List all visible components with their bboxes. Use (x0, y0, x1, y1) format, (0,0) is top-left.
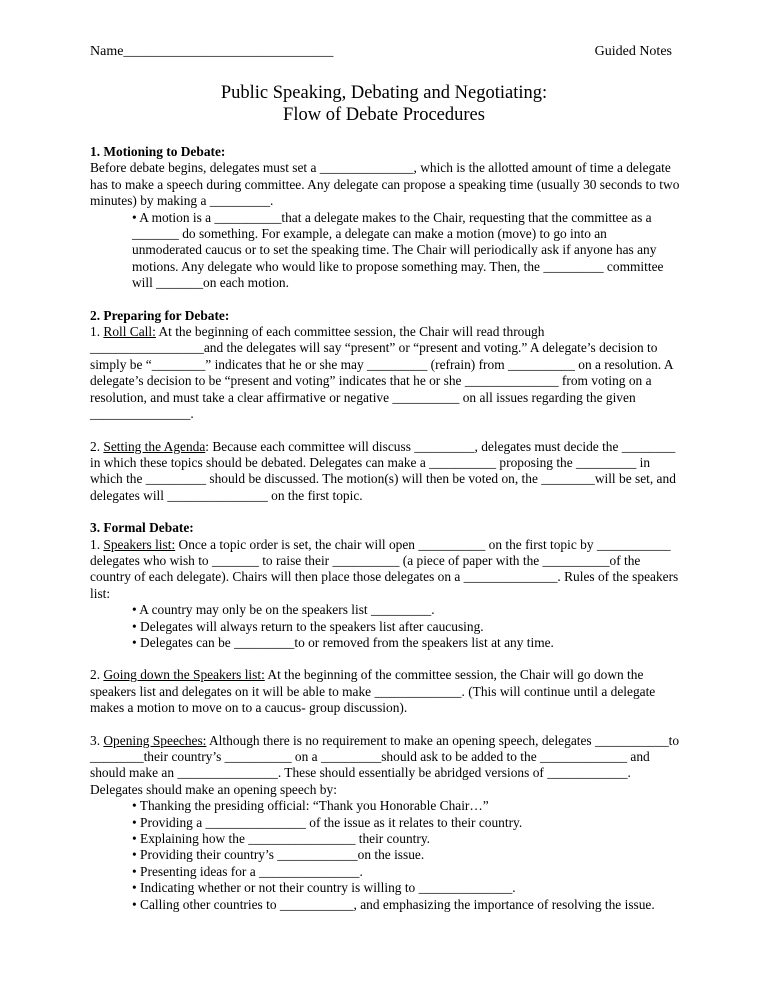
item-label: Speakers list: (103, 536, 176, 552)
bullet-item: • Delegates will always return to the speakers list after caucusing. (132, 618, 484, 634)
paragraph-opening (90, 733, 680, 799)
item-text: At the beginning of each committee session, the Chair will read through _________________and the delegates will say “present” or “present and voting.” A delegate’s decision to simply be “________” indicates that he or she may _________ (refrain) from __________ on a resolution. A delegate’s decision to be “present and voting” indicates that he or she ______________ from voting on a resolution, and must take a clear affirmative or negative __________ on all issues regarding the given _______________. (90, 324, 673, 422)
bullet-item: • Thanking the presiding official: “Thank you Honorable Chair…” (132, 798, 489, 814)
section-preparing (90, 308, 680, 423)
item-number: 1. (90, 324, 104, 340)
item-label: Opening Speeches: (103, 732, 207, 748)
paragraph-agenda (90, 439, 680, 505)
item-number: 2. (90, 667, 104, 683)
item-text: Once a topic order is set, the chair will open __________ on the first topic by ___________ delegates who wish to _______ to raise their __________ (a piece of paper with the __________of the country of each delegate). Chairs will then place those delegates on a ______________. Rules of the speakers list: (90, 536, 679, 601)
bullet-item: • Providing a _______________ of the issue as it relates to their country. (132, 814, 523, 830)
section-formal-debate (90, 520, 680, 651)
document-title (0, 82, 768, 126)
bullet-item: • Delegates can be _________to or removed from the speakers list at any time. (132, 634, 554, 650)
section-agenda (90, 439, 680, 505)
document-body (90, 144, 680, 929)
bullet-item: • Providing their country’s ____________on the issue. (132, 847, 425, 863)
paragraph-going-down (90, 667, 680, 716)
section-heading: 1. Motioning to Debate: (90, 144, 226, 159)
item-label: Roll Call: (103, 324, 156, 340)
paragraph-speakers-list (90, 537, 680, 603)
paragraph-roll-call (90, 324, 680, 422)
name-field-label: Name______________________________ (90, 44, 334, 59)
section-opening-speeches (90, 733, 680, 913)
section-heading: 2. Preparing for Debate: (90, 307, 230, 323)
bullet-item: • A country may only be on the speakers list _________. (132, 602, 435, 618)
bullet-item: • Calling other countries to ___________, and emphasizing the importance of resolving the issue. (132, 896, 655, 912)
item-number: 3. (90, 732, 104, 748)
item-label: Setting the Agenda (103, 438, 206, 454)
bullet-item: • A motion is a __________that a delegate makes to the Chair, requesting that the committee as a _______ do something. For example, a delegate can make a motion (move) to go into an unmoderated caucus or to set the speaking time. The Chair will periodically ask if anyone has any motions. Any delegate who would like to propose something may. Then, the _________ committee will _______on each motion. (132, 209, 664, 291)
item-text: Although there is no requirement to make an opening speech, delegates ___________to ________their country’s __________ on a _________should ask to be added to the _____________ and should make an _______________. These should essentially be abridged versions of ____________. Delegates should make an opening speech by: (90, 732, 680, 797)
bullet-item: • Indicating whether or not their country is willing to ______________. (132, 880, 516, 896)
item-label: Going down the Speakers list: (103, 667, 265, 683)
bullet-item: • Explaining how the ________________ their country. (132, 831, 430, 847)
section-heading: 3. Formal Debate: (90, 520, 194, 536)
guided-notes-label: Guided Notes (594, 44, 672, 59)
paragraph: Before debate begins, delegates must set a ______________, which is the allotted amount of time a delegate has to make a speech during committee. Any delegate can propose a speaking time (usually 30 seconds to two minutes) by making a _________. (90, 160, 680, 209)
item-number: 1. (90, 536, 104, 552)
title-line-2: Flow of Debate Procedures (283, 105, 485, 125)
section-motioning (90, 144, 680, 292)
item-text: : Because each committee will discuss _________, delegates must decide the ________ in which these topics should be debated. Delegates can make a __________ proposing the _________ in which the _________ should be discussed. The motion(s) will then be voted on, the ________will be set, and delegates will _______________ on the first topic. (90, 438, 676, 503)
section-going-down (90, 667, 680, 716)
bullet-item: • Presenting ideas for a _______________. (132, 863, 363, 879)
title-line-1: Public Speaking, Debating and Negotiating: (220, 83, 548, 103)
item-text: At the beginning of the committee session, the Chair will go down the speakers list and delegates on it will be able to make _____________. (This will continue until a delegate makes a motion to move on to a caucus- group discussion). (90, 667, 656, 716)
item-number: 2. (90, 438, 104, 454)
